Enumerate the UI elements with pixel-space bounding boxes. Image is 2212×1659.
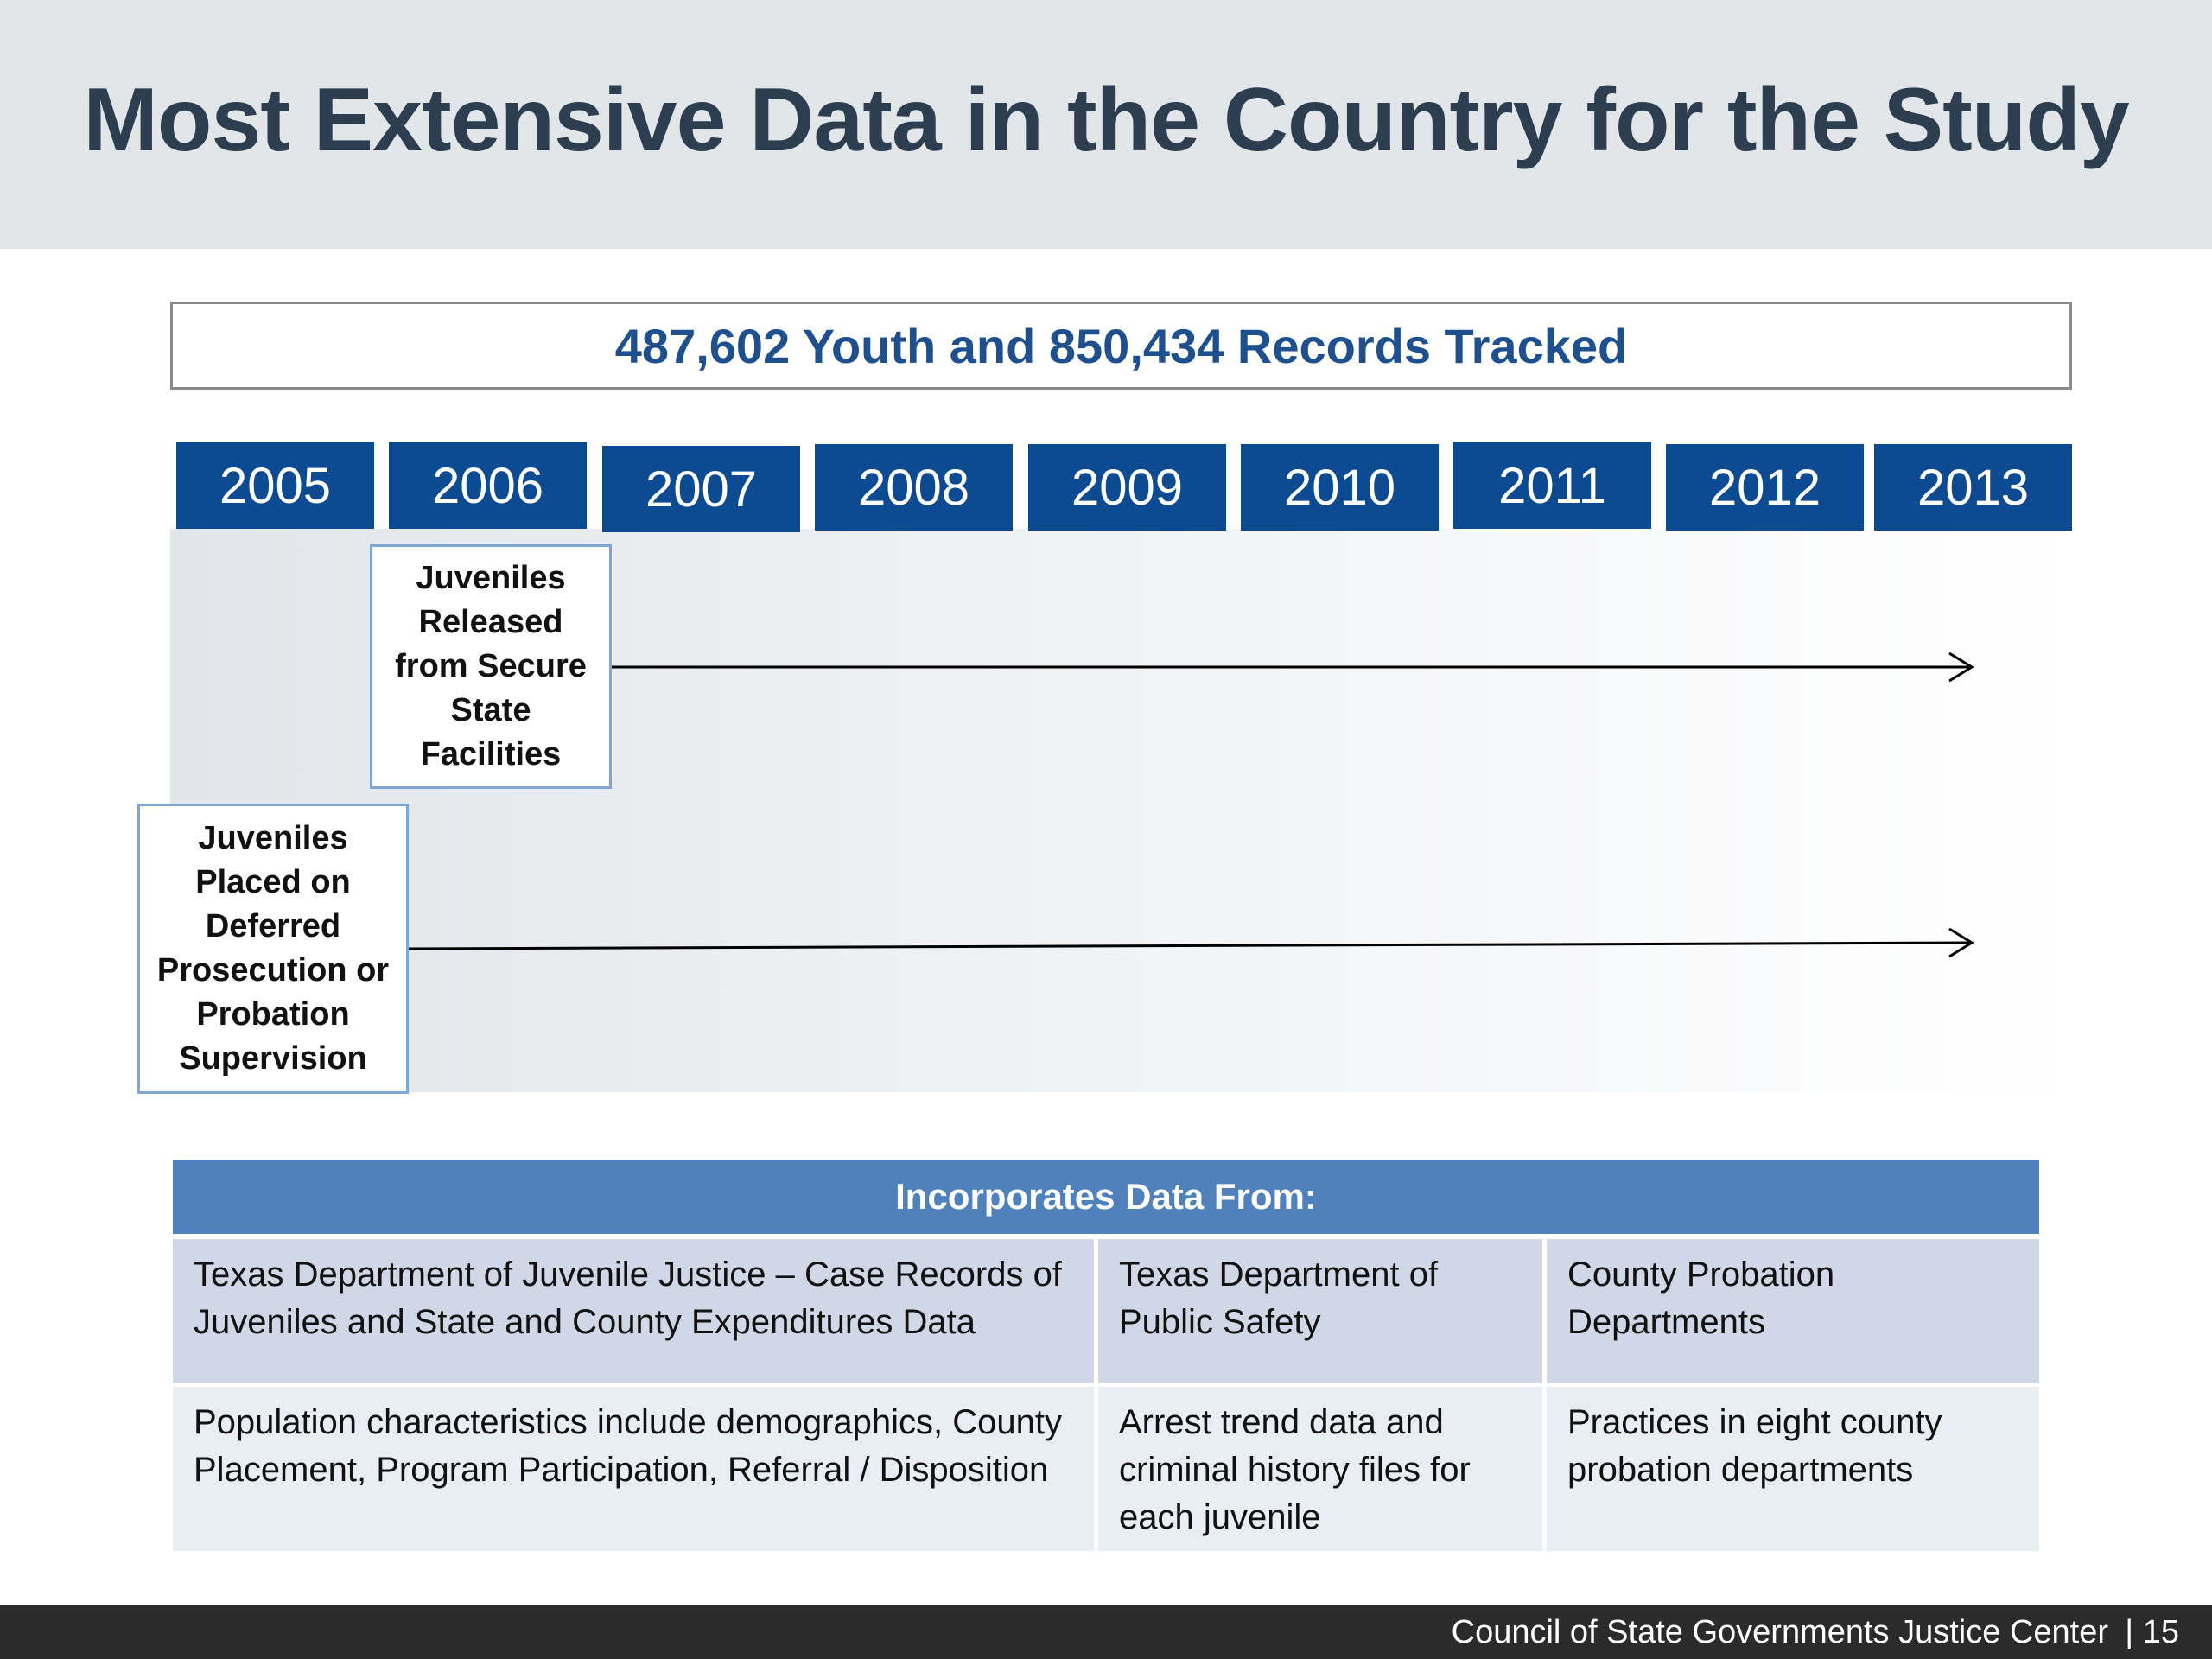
released-line-4: State <box>450 692 531 728</box>
year-2012: 2012 <box>1666 444 1864 531</box>
data-sources-header: Incorporates Data From: <box>173 1160 2039 1234</box>
year-2007: 2007 <box>602 446 800 532</box>
deferred-line-3: Deferred <box>205 908 341 944</box>
released-line-2: Released <box>418 604 563 640</box>
released-from-secure-facilities-box <box>370 544 612 789</box>
deferred-line-5: Probation <box>196 996 350 1033</box>
page-title: Most Extensive Data in the Country for the Study <box>83 70 2129 170</box>
year-2005: 2005 <box>176 442 374 529</box>
year-2009: 2009 <box>1028 444 1226 531</box>
released-line-3: from Secure <box>395 648 587 684</box>
year-2010: 2010 <box>1241 444 1439 531</box>
table-cell-population-characteristics: Population characteristics include demographics, County Placement, Program Participation, Referral / Disposition <box>173 1387 1094 1551</box>
released-line-5: Facilities <box>420 736 562 772</box>
deferred-line-4: Prosecution or <box>156 952 390 988</box>
deferred-line-2: Placed on <box>195 864 351 900</box>
table-cell-arrest-trend-data: Arrest trend data and criminal history files for each juvenile <box>1098 1387 1542 1551</box>
deferred-line-6: Supervision <box>179 1040 367 1077</box>
footer-organization: Council of State Governments Justice Center <box>1451 1614 2108 1650</box>
records-tracked-banner: 487,602 Youth and 850,434 Records Tracked <box>170 302 2072 390</box>
table-cell-tdjj: Texas Department of Juvenile Justice – Case Records of Juveniles and State and County Expenditures Data <box>173 1239 1094 1382</box>
table-cell-county-probation: County Probation Departments <box>1547 1239 2039 1382</box>
year-2011: 2011 <box>1453 442 1651 529</box>
year-2013: 2013 <box>1874 444 2072 531</box>
deferred-prosecution-probation-box <box>137 804 409 1094</box>
deferred-line-1: Juveniles <box>198 820 348 856</box>
year-2006: 2006 <box>389 442 587 529</box>
footer-bar <box>0 1605 2212 1659</box>
table-cell-dps: Texas Department of Public Safety <box>1098 1239 1542 1382</box>
deferred-arrow-line <box>406 943 1970 949</box>
released-line-1: Juveniles <box>416 560 566 596</box>
table-cell-probation-practices: Practices in eight county probation departments <box>1547 1387 2039 1551</box>
footer-page-number: | 15 <box>2125 1614 2179 1650</box>
year-2008: 2008 <box>815 444 1013 531</box>
